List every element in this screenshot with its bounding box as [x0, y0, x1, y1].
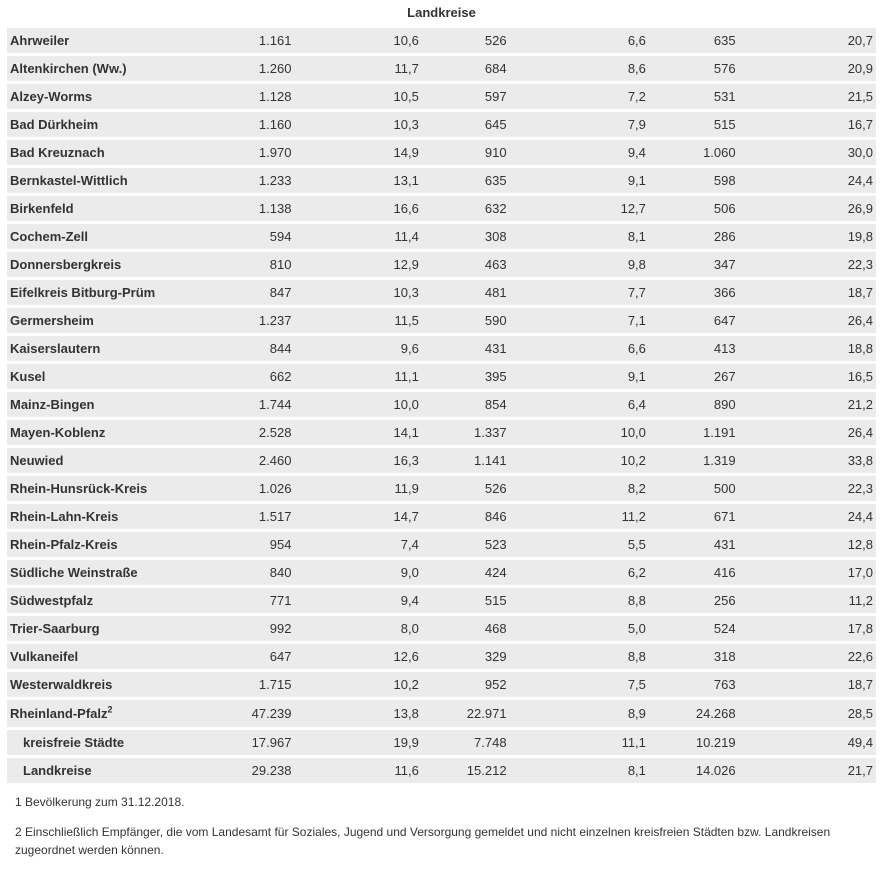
row-name: Südwestpfalz [10, 593, 94, 608]
row-name: Eifelkreis Bitburg-Prüm [10, 285, 156, 300]
value-cell-c2: 14,9 [291, 140, 418, 165]
value-cell-c4: 11,1 [507, 730, 646, 755]
row-name: Vulkaneifel [10, 649, 79, 664]
value-cell-c3: 526 [419, 28, 507, 53]
row-name: Landkreise [23, 763, 92, 778]
value-cell-c3: 308 [419, 224, 507, 249]
total-row [7, 730, 876, 755]
value-cell-c2: 11,7 [291, 56, 418, 81]
row-name: Neuwied [10, 453, 64, 468]
value-cell-c6: 17,0 [736, 560, 876, 585]
table-row [7, 644, 876, 669]
value-cell-c5: 647 [646, 308, 736, 333]
table-row [7, 532, 876, 557]
value-cell-c6: 22,6 [736, 644, 876, 669]
row-name-cell [7, 112, 220, 137]
value-cell-c2: 14,7 [291, 504, 418, 529]
value-cell-c5: 1.060 [646, 140, 736, 165]
value-cell-c1: 1.970 [220, 140, 292, 165]
row-name-cell [7, 224, 220, 249]
value-cell-c3: 597 [419, 84, 507, 109]
value-cell-c4: 9,1 [507, 168, 646, 193]
value-cell-c3: 515 [419, 588, 507, 613]
value-cell-c3: 632 [419, 196, 507, 221]
value-cell-c5: 1.319 [646, 448, 736, 473]
value-cell-c4: 8,8 [507, 644, 646, 669]
value-cell-c6: 49,4 [736, 730, 876, 755]
value-cell-c3: 684 [419, 56, 507, 81]
row-name-cell [7, 336, 220, 361]
value-cell-c2: 13,8 [291, 700, 418, 727]
value-cell-c4: 9,4 [507, 140, 646, 165]
value-cell-c1: 47.239 [220, 700, 292, 727]
value-cell-c4: 7,1 [507, 308, 646, 333]
row-name-cell [7, 758, 220, 783]
value-cell-c5: 413 [646, 336, 736, 361]
row-name: Kusel [10, 369, 46, 384]
value-cell-c5: 366 [646, 280, 736, 305]
value-cell-c3: 395 [419, 364, 507, 389]
value-cell-c1: 1.744 [220, 392, 292, 417]
value-cell-c5: 531 [646, 84, 736, 109]
value-cell-c2: 9,6 [291, 336, 418, 361]
value-cell-c1: 1.161 [220, 28, 292, 53]
value-cell-c3: 635 [419, 168, 507, 193]
value-cell-c5: 416 [646, 560, 736, 585]
value-cell-c4: 6,6 [507, 28, 646, 53]
value-cell-c1: 1.233 [220, 168, 292, 193]
value-cell-c3: 1.337 [419, 420, 507, 445]
value-cell-c6: 24,4 [736, 168, 876, 193]
row-name: Bernkastel-Wittlich [10, 173, 128, 188]
value-cell-c6: 21,2 [736, 392, 876, 417]
row-name-cell [7, 196, 220, 221]
row-name-cell [7, 56, 220, 81]
value-cell-c3: 854 [419, 392, 507, 417]
table-row [7, 588, 876, 613]
row-name-cell [7, 504, 220, 529]
value-cell-c5: 515 [646, 112, 736, 137]
value-cell-c1: 1.517 [220, 504, 292, 529]
footnote-1: 1 Bevölkerung zum 31.12.2018. [15, 795, 185, 809]
value-cell-c4: 10,0 [507, 420, 646, 445]
value-cell-c6: 16,7 [736, 112, 876, 137]
value-cell-c3: 22.971 [419, 700, 507, 727]
row-name: Rhein-Lahn-Kreis [10, 509, 119, 524]
value-cell-c6: 28,5 [736, 700, 876, 727]
value-cell-c6: 26,4 [736, 420, 876, 445]
row-name: Bad Dürkheim [10, 117, 99, 132]
value-cell-c4: 6,6 [507, 336, 646, 361]
value-cell-c3: 645 [419, 112, 507, 137]
value-cell-c6: 18,7 [736, 280, 876, 305]
value-cell-c4: 8,6 [507, 56, 646, 81]
value-cell-c3: 952 [419, 672, 507, 697]
row-name-cell [7, 84, 220, 109]
table-row [7, 672, 876, 697]
value-cell-c1: 810 [220, 252, 292, 277]
value-cell-c1: 29.238 [220, 758, 292, 783]
value-cell-c2: 11,9 [291, 476, 418, 501]
row-name-cell [7, 644, 220, 669]
value-cell-c4: 5,5 [507, 532, 646, 557]
row-name-cell [7, 280, 220, 305]
table-row [7, 560, 876, 585]
value-cell-c4: 10,2 [507, 448, 646, 473]
value-cell-c6: 33,8 [736, 448, 876, 473]
value-cell-c2: 9,4 [291, 588, 418, 613]
row-name-cell [7, 730, 220, 755]
row-name: Bad Kreuznach [10, 145, 105, 160]
table-row [7, 84, 876, 109]
value-cell-c1: 1.237 [220, 308, 292, 333]
row-name-cell [7, 308, 220, 333]
value-cell-c6: 21,5 [736, 84, 876, 109]
value-cell-c1: 840 [220, 560, 292, 585]
value-cell-c5: 524 [646, 616, 736, 641]
row-name: Germersheim [10, 313, 94, 328]
value-cell-c6: 26,9 [736, 196, 876, 221]
value-cell-c5: 347 [646, 252, 736, 277]
value-cell-c3: 846 [419, 504, 507, 529]
row-name: kreisfreie Städte [23, 735, 125, 750]
value-cell-c2: 10,3 [291, 112, 418, 137]
row-name: Mainz-Bingen [10, 397, 95, 412]
value-cell-c2: 11,5 [291, 308, 418, 333]
value-cell-c2: 9,0 [291, 560, 418, 585]
value-cell-c1: 647 [220, 644, 292, 669]
value-cell-c6: 21,7 [736, 758, 876, 783]
value-cell-c6: 20,7 [736, 28, 876, 53]
value-cell-c4: 8,9 [507, 700, 646, 727]
value-cell-c4: 9,8 [507, 252, 646, 277]
table-row [7, 28, 876, 53]
table-row [7, 140, 876, 165]
value-cell-c5: 318 [646, 644, 736, 669]
row-name-cell [7, 616, 220, 641]
table-row [7, 308, 876, 333]
row-name: Ahrweiler [10, 33, 70, 48]
value-cell-c4: 7,9 [507, 112, 646, 137]
row-name: Donnersbergkreis [10, 257, 122, 272]
value-cell-c1: 1.160 [220, 112, 292, 137]
value-cell-c5: 500 [646, 476, 736, 501]
value-cell-c1: 771 [220, 588, 292, 613]
value-cell-c4: 6,2 [507, 560, 646, 585]
row-name: Westerwaldkreis [10, 677, 113, 692]
value-cell-c5: 576 [646, 56, 736, 81]
row-name-cell [7, 532, 220, 557]
value-cell-c5: 671 [646, 504, 736, 529]
value-cell-c3: 1.141 [419, 448, 507, 473]
table-row [7, 112, 876, 137]
value-cell-c2: 10,6 [291, 28, 418, 53]
value-cell-c6: 19,8 [736, 224, 876, 249]
table-row [7, 504, 876, 529]
value-cell-c1: 17.967 [220, 730, 292, 755]
row-name: Kaiserslautern [10, 341, 101, 356]
value-cell-c1: 662 [220, 364, 292, 389]
value-cell-c3: 424 [419, 560, 507, 585]
table-row [7, 252, 876, 277]
value-cell-c2: 12,6 [291, 644, 418, 669]
value-cell-c2: 14,1 [291, 420, 418, 445]
table-row [7, 420, 876, 445]
value-cell-c1: 1.026 [220, 476, 292, 501]
row-name: Rheinland-Pfalz [10, 706, 108, 721]
row-name-cell [7, 700, 220, 727]
value-cell-c5: 1.191 [646, 420, 736, 445]
row-name-cell [7, 420, 220, 445]
value-cell-c6: 18,7 [736, 672, 876, 697]
value-cell-c1: 847 [220, 280, 292, 305]
value-cell-c6: 12,8 [736, 532, 876, 557]
value-cell-c2: 11,4 [291, 224, 418, 249]
value-cell-c6: 20,9 [736, 56, 876, 81]
value-cell-c5: 256 [646, 588, 736, 613]
value-cell-c6: 18,8 [736, 336, 876, 361]
value-cell-c1: 594 [220, 224, 292, 249]
value-cell-c4: 7,7 [507, 280, 646, 305]
row-name-cell [7, 476, 220, 501]
table-row [7, 280, 876, 305]
value-cell-c3: 329 [419, 644, 507, 669]
value-cell-c2: 8,0 [291, 616, 418, 641]
value-cell-c2: 13,1 [291, 168, 418, 193]
value-cell-c4: 6,4 [507, 392, 646, 417]
row-name-cell [7, 560, 220, 585]
value-cell-c6: 30,0 [736, 140, 876, 165]
value-cell-c5: 10.219 [646, 730, 736, 755]
value-cell-c6: 11,2 [736, 588, 876, 613]
footnote-ref: 2 [107, 704, 113, 715]
value-cell-c2: 7,4 [291, 532, 418, 557]
total-row [7, 700, 876, 727]
row-name: Cochem-Zell [10, 229, 89, 244]
value-cell-c2: 10,5 [291, 84, 418, 109]
value-cell-c6: 16,5 [736, 364, 876, 389]
value-cell-c2: 10,0 [291, 392, 418, 417]
value-cell-c5: 431 [646, 532, 736, 557]
table-row [7, 168, 876, 193]
value-cell-c5: 14.026 [646, 758, 736, 783]
table-row [7, 448, 876, 473]
table-row [7, 196, 876, 221]
value-cell-c3: 15.212 [419, 758, 507, 783]
value-cell-c1: 844 [220, 336, 292, 361]
table-row [7, 616, 876, 641]
row-name: Trier-Saarburg [10, 621, 100, 636]
row-name-cell [7, 364, 220, 389]
row-name-cell [7, 672, 220, 697]
section-header: Landkreise [407, 5, 476, 20]
value-cell-c3: 468 [419, 616, 507, 641]
value-cell-c3: 526 [419, 476, 507, 501]
value-cell-c6: 22,3 [736, 252, 876, 277]
value-cell-c3: 590 [419, 308, 507, 333]
row-name: Altenkirchen (Ww.) [10, 61, 127, 76]
value-cell-c6: 22,3 [736, 476, 876, 501]
value-cell-c2: 11,1 [291, 364, 418, 389]
value-cell-c6: 26,4 [736, 308, 876, 333]
value-cell-c3: 7.748 [419, 730, 507, 755]
value-cell-c1: 954 [220, 532, 292, 557]
row-name: Südliche Weinstraße [10, 565, 138, 580]
table-row [7, 224, 876, 249]
row-name-cell [7, 168, 220, 193]
value-cell-c3: 523 [419, 532, 507, 557]
value-cell-c3: 431 [419, 336, 507, 361]
value-cell-c3: 910 [419, 140, 507, 165]
footnotes [15, 793, 865, 871]
value-cell-c4: 12,7 [507, 196, 646, 221]
value-cell-c5: 286 [646, 224, 736, 249]
value-cell-c1: 1.715 [220, 672, 292, 697]
value-cell-c5: 635 [646, 28, 736, 53]
value-cell-c2: 16,6 [291, 196, 418, 221]
value-cell-c5: 24.268 [646, 700, 736, 727]
value-cell-c2: 19,9 [291, 730, 418, 755]
table-body [7, 28, 876, 783]
value-cell-c2: 10,2 [291, 672, 418, 697]
row-name-cell [7, 448, 220, 473]
table-row [7, 336, 876, 361]
value-cell-c4: 8,2 [507, 476, 646, 501]
row-name-cell [7, 252, 220, 277]
row-name-cell [7, 392, 220, 417]
table-row [7, 476, 876, 501]
value-cell-c2: 16,3 [291, 448, 418, 473]
value-cell-c1: 1.260 [220, 56, 292, 81]
value-cell-c5: 506 [646, 196, 736, 221]
value-cell-c5: 598 [646, 168, 736, 193]
row-name-cell [7, 28, 220, 53]
value-cell-c4: 8,1 [507, 224, 646, 249]
value-cell-c4: 9,1 [507, 364, 646, 389]
value-cell-c6: 17,8 [736, 616, 876, 641]
data-table [7, 25, 876, 786]
value-cell-c6: 24,4 [736, 504, 876, 529]
row-name: Rhein-Pfalz-Kreis [10, 537, 118, 552]
value-cell-c5: 763 [646, 672, 736, 697]
value-cell-c4: 5,0 [507, 616, 646, 641]
value-cell-c1: 2.528 [220, 420, 292, 445]
table-row [7, 364, 876, 389]
table-row [7, 392, 876, 417]
total-row [7, 758, 876, 783]
value-cell-c4: 11,2 [507, 504, 646, 529]
value-cell-c2: 12,9 [291, 252, 418, 277]
value-cell-c1: 1.138 [220, 196, 292, 221]
value-cell-c3: 481 [419, 280, 507, 305]
value-cell-c5: 267 [646, 364, 736, 389]
value-cell-c5: 890 [646, 392, 736, 417]
value-cell-c4: 7,2 [507, 84, 646, 109]
footnote-2: 2 Einschließlich Empfänger, die vom Landesamt für Soziales, Jugend und Versorgung gemeldet und nicht einzelnen kreisfreien Städten bzw. Landkreisen zugeordnet werden können. [15, 825, 831, 857]
row-name: Rhein-Hunsrück-Kreis [10, 481, 148, 496]
row-name-cell [7, 140, 220, 165]
value-cell-c3: 463 [419, 252, 507, 277]
row-name: Alzey-Worms [10, 89, 93, 104]
value-cell-c1: 1.128 [220, 84, 292, 109]
row-name-cell [7, 588, 220, 613]
value-cell-c1: 992 [220, 616, 292, 641]
value-cell-c4: 8,1 [507, 758, 646, 783]
row-name: Birkenfeld [10, 201, 74, 216]
value-cell-c4: 7,5 [507, 672, 646, 697]
table-row [7, 56, 876, 81]
value-cell-c2: 10,3 [291, 280, 418, 305]
value-cell-c4: 8,8 [507, 588, 646, 613]
value-cell-c1: 2.460 [220, 448, 292, 473]
value-cell-c2: 11,6 [291, 758, 418, 783]
row-name: Mayen-Koblenz [10, 425, 106, 440]
